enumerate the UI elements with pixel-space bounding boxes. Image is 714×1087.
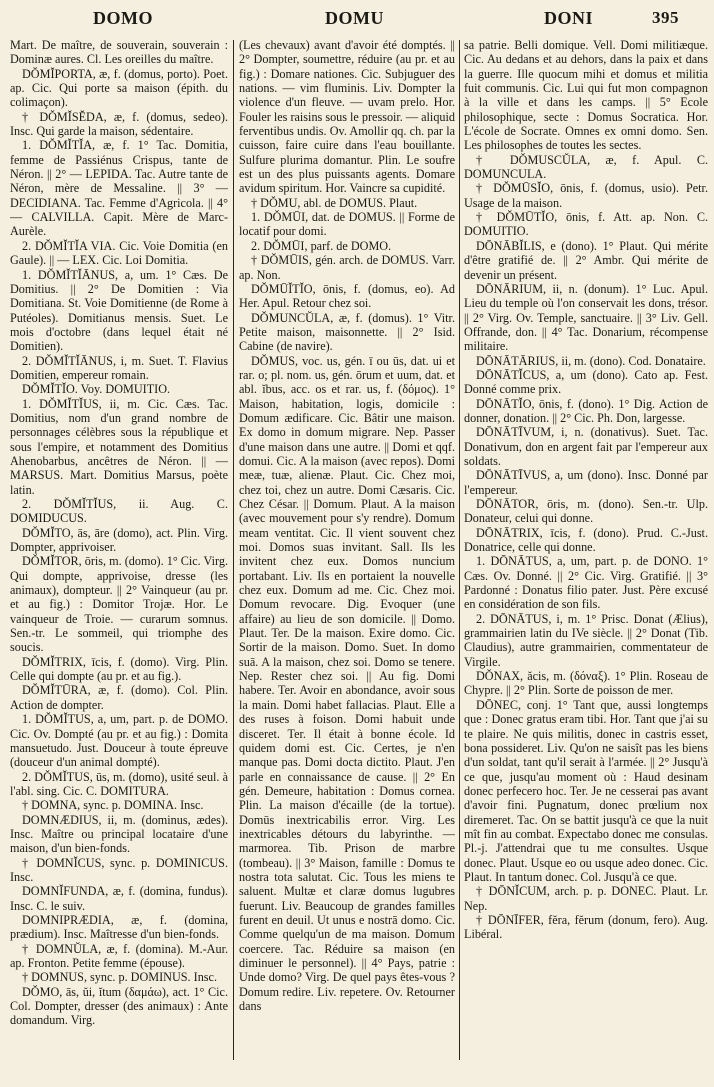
dictionary-entry: 2. DŎMĬTĬĀNUS, i, m. Suet. T. Flavius Domitien, empereur romain. xyxy=(10,353,228,382)
right-running-head: DONI xyxy=(544,8,594,28)
page-header xyxy=(0,0,714,34)
dictionary-entry: DŎMĬTOR, ōris, m. (domo). 1° Cic. Virg. Qui dompte, apprivoise, dresse (les animaux), dompteur. || 2° Vainqueur (au pr. et au fig.) : Domitor Trojæ. Hor. Le vainqueur de Troie. — curarum somnus. Sen.-tr. Le sommeil, qui triomphe des soucis. xyxy=(10,554,228,655)
dictionary-entry: DŌNĀTĪVUM, i, n. (donativus). Suet. Tac. Donativum, don en argent fait par l'empereur aux soldats. xyxy=(464,425,708,468)
dictionary-entry: † DŎMŪTĬO, ōnis, f. Att. ap. Non. C. DOMUITIO. xyxy=(464,210,708,239)
dictionary-entry: DŌNĀTĬO, ōnis, f. (dono). 1° Dig. Action de donner, donation. || 2° Cic. Ph. Don, largesse. xyxy=(464,396,708,425)
dictionary-entry: † DŎMU, abl. de DOMUS. Plaut. xyxy=(251,195,418,210)
dictionary-entry: † DŎMŪIS, gén. arch. de DOMUS. Varr. ap. Non. xyxy=(239,253,455,282)
dictionary-entry: 2. DŌNĀTUS, i, m. 1° Prisc. Donat (Ælius), grammairien latin du IVe siècle. || 2° Donat (Tib. Claudius), autre grammairien, commentateur de Virgile. xyxy=(464,611,708,669)
dictionary-entry: 1. DŎMŪI, dat. de DOMUS. || Forme de locatif pour domi. xyxy=(239,210,455,239)
dictionary-entry: † DŎMĬSĔDA, æ, f. (domus, sedeo). Insc. Qui garde la maison, sédentaire. xyxy=(10,109,228,139)
dictionary-entry: (Les chevaux) avant d'avoir été domptés. || 2° Dompter, soumettre, réduire (au pr. et au fig.) : Domare nationes. Cic. Subjuguer des nations. — vim fluminis. Liv. Dompter la violence d'un fleuve. — uvam prelo. Hor. Fouler les raisins sous le pressoir. — aliquid ferventibus undis. Ov. Amollir qq. ch. par la cuisson, faire cuire dans l'eau bouillante. Sulfure plurima domantur. Plin. Le soufre est un des plus puissants agents. Domare avidum spiritum. Hor. Vaincre sa cupidité. xyxy=(239,38,455,196)
dictionary-entry: DŌNĀRIUM, ii, n. (donum). 1° Luc. Apul. Lieu du temple où l'on conservait les dons, trésor. || 2° Virg. Ov. Temple, sanctuaire. || 3° Liv. Gell. Offrande, don. || 4° Tac. Donarium, récompense militaire. xyxy=(464,281,708,354)
dictionary-entry: DŌNĀBĬLIS, e (dono). 1° Plaut. Qui mérite d'être gratifié de. || 2° Ambr. Qui mérite de devenir un présent. xyxy=(464,238,708,282)
dictionary-entry: 2. DŎMĬTĬA VIA. Cic. Voie Domitia (en Gaule). || — LEX. Cic. Loi Domitia. xyxy=(10,238,228,268)
dictionary-entry: 1. DŎMĬTĬĀNUS, a, um. 1° Cæs. De Domitius. || 2° De Domitien : Via Domitiana. St. Voie Domitienne (de Rome à Putéoles). Domitianus mensis. Suet. Le mois d'octobre (dans lequel était né Domitien). xyxy=(10,267,228,354)
dictionary-column-1 xyxy=(10,38,228,1078)
column-divider xyxy=(233,40,234,1060)
dictionary-entry: DŎMĬTŪRA, æ, f. (domo). Col. Plin. Action de dompter. xyxy=(10,683,228,712)
dictionary-entry: DŌNĀTĬCUS, a, um (dono). Cato ap. Fest. Donné comme prix. xyxy=(464,367,708,397)
dictionary-entry: DOMNIPRÆDIA, æ, f. (domina, prædium). Insc. Maîtresse d'un bien-fonds. xyxy=(10,912,228,942)
dictionary-column-3 xyxy=(464,38,708,1078)
dictionary-entry: DŌNĀTĪVUS, a, um (dono). Insc. Donné par l'empereur. xyxy=(464,468,708,497)
dictionary-entry: † DŌNĪFER, fĕra, fĕrum (donum, fero). Aug. Libéral. xyxy=(464,912,708,942)
dictionary-entry: † DOMNA, sync. p. DOMINA. Insc. xyxy=(22,798,204,813)
dictionary-entry: 1. DŎMĬTĬA, æ, f. 1° Tac. Domitia, femme de Passiénus Crispus, tante de Néron. || 2° — LEPIDA. Tac. Autre tante de Néron, mère de Messaline. || 3° — DECIDIANA. Tac. Femme d'Agricola. || 4° — CALVILLA. Capit. Mère de Marc-Aurèle. xyxy=(10,138,228,239)
dictionary-entry: DŎMUNCŬLA, æ, f. (domus). 1° Vitr. Petite maison, maisonnette. || 2° Isid. Cabine (de navire). xyxy=(239,310,455,354)
page-number: 395 xyxy=(652,8,679,27)
dictionary-entry: 2. DŎMĬTUS, ūs, m. (domo), usité seul. à l'abl. sing. Cic. C. DOMITURA. xyxy=(10,769,228,798)
dictionary-entry: sa patrie. Belli domique. Vell. Domi militiæque. Cic. Au dedans et au dehors, dans la paix et dans la guerre. Ille quocum mihi et domus et militia fuit communis. Cic. Lui qui fut mon compagnon à la ville et dans les camps. || 5° Ecole philosophique, secte : Domus Socratica. Hor. L'école de Socrate. Omnes ex omni domo. Sen. Les philosophes de toutes les sectes. xyxy=(464,38,708,153)
column-divider xyxy=(459,40,460,1060)
dictionary-entry: DŎMŪĬTĬO, ōnis, f. (domus, eo). Ad Her. Apul. Retour chez soi. xyxy=(239,281,455,311)
dictionary-entry: DŎMĬTRIX, īcis, f. (domo). Virg. Plin. Celle qui dompte (au pr. et au fig.). xyxy=(10,654,228,684)
dictionary-entry: † DOMNŬLA, æ, f. (domina). M.-Aur. ap. Fronton. Petite femme (épouse). xyxy=(10,941,228,970)
dictionary-entry: DŌNĀTOR, ōris, m. (dono). Sen.-tr. Ulp. Donateur, celui qui donne. xyxy=(464,497,708,526)
dictionary-entry: DOMNĬFUNDA, æ, f. (domina, fundus). Insc. C. le suiv. xyxy=(10,884,228,913)
dictionary-entry: 2. DŎMŪI, parf. de DOMO. xyxy=(251,238,392,253)
dictionary-column-2 xyxy=(239,38,455,1078)
left-running-head: DOMO xyxy=(93,8,153,28)
dictionary-entry: 1. DŎMĬTUS, a, um, part. p. de DOMO. Cic. Ov. Dompté (au pr. et au fig.) : Domita mansuetudo. Just. Douceur à toute épreuve (douceur d'un animal dompté). xyxy=(10,712,228,770)
dictionary-entry: 2. DŎMĬTĬUS, ii. Aug. C. DOMIDUCUS. xyxy=(10,497,228,526)
dictionary-entry: DŎMUS, voc. us, gén. ī ou ūs, dat. ui et rar. o; pl. nom. us, gén. ōrum et uum, dat. et abl. ĭbus, acc. os et rar. us, f. (δόμος). 1° Maison, habitation, logis, domicile : Domum ædificare. Cic. Bâtir une maison. Ex domo in domum migrare. Nep. Passer d'une maison dans une autre. || Domi et qqf. domui. Cic. A la maison (avec repos). Domi meæ, tuæ, alienæ. Plaut. Cic. Chez moi, chez toi, chez un autre. Domi Cæsaris. Cic. Chez César. || Domum. Plaut. A la maison (avec mouvement pour s'y rendre). Domum meam ventitat. Cic. Il vient souvent chez moi. Domos suas invitant. Sall. Ils les invitent chez eux. Domos nuncium portabant. Liv. Ils en portaient la nouvelle chez eux. Domum ad me. Cic. Chez moi. Domum revocare. Dig. Evoquer (une affaire) au lieu de son domicile. || Domo. Plaut. Ter. De la maison. Exire domo. Cic. Sortir de la maison. Domo. Suet. In domo suā. A la maison, chez soi. Domo se tenere. Nep. Rester chez soi. || Au fig. Domi habere. Ter. Avoir en abondance, avoir sous la main. Domi habet fallacias. Plaut. Elle a des ruses à foison. Domi habuit unde disceret. Ter. Il était à bonne école. Id quidem domi est. Cic. Certes, je n'en manque pas. Domi docta dictito. Plaut. J'en parle en connaissance de cause. || 2° En gén. Demeure, habitation : Domus cornea. Plin. La maison d'écaille (de la tortue). Domūs inextricabilis error. Virg. Les inextricables détours du labyrinthe. — marmorea. Tib. Prison de marbre (tombeau). || 3° Maison, famille : Domus te nostra tota salutat. Cic. Tous les miens te saluent. Multæ et claræ domus lugubres fuerunt. Liv. Beaucoup de grandes familles furent en deuil. Ut unus e nostrā domo. Cic. Comme quelqu'un de ma maison. Domum coercere. Tac. Réduire sa maison (en diminuer le personnel). || 4° Pays, patrie : Unde domo? Virg. De quel pays êtes-vous ? Domum redire. Liv. repetere. Ov. Retourner dans xyxy=(239,353,455,1014)
dictionary-entry: DŎNAX, ăcis, m. (δόναξ). 1° Plin. Roseau de Chypre. || 2° Plin. Sorte de poisson de mer. xyxy=(464,669,708,698)
dictionary-entry: † DOMNĬCUS, sync. p. DOMINICUS. Insc. xyxy=(10,855,228,884)
dictionary-entry: DŎMO, ās, ŭi, ĭtum (δαμάω), act. 1° Cic. Col. Dompter, dresser (des animaux) : Ante domandum. Virg. xyxy=(10,984,228,1028)
dictionary-entry: DŎMĬPORTA, æ, f. (domus, porto). Poet. ap. Cic. Qui porte sa maison (épith. du colimaçon). xyxy=(10,66,228,110)
dictionary-entry: † DŎMUSCŬLA, æ, f. Apul. C. DOMUNCULA. xyxy=(464,152,708,182)
dictionary-entry: 1. DŎMĬTĬUS, ii, m. Cic. Cæs. Tac. Domitius, nom d'un grand nombre de personnages célèbres sous la république et sous l'empire, et notamment des Domitius Ahenobarbus, ancêtres de Néron. || — MARSUS. Mart. Domitius Marsus, poète latin. xyxy=(10,396,228,497)
dictionary-entry: DŌNĀTRIX, īcis, f. (dono). Prud. C.-Just. Donatrice, celle qui donne. xyxy=(464,525,708,555)
dictionary-entry: DŌNĀTĀRIUS, ii, m. (dono). Cod. Donataire. xyxy=(476,353,706,368)
dictionary-entry: Mart. De maître, de souverain, souverain : Dominæ aures. Cl. Les oreilles du maître. xyxy=(10,38,228,67)
dictionary-entry: DŌNEC, conj. 1° Tant que, aussi longtemps que : Donec gratus eram tibi. Hor. Tant que j'ai su te plaire. Ne quis militis, donec in castris esset, bona possideret. Liv. Qu'on ne saisît pas les biens d'un soldat, tant qu'il serait à l'armée. || 2° Jusqu'à ce que, jusqu'au moment où : Haud desinam donec perfecero hoc. Ter. Je ne cesserai pas avant d'avoir fini. Pugnatum, donec prœlium nox diremeret. Tac. On se battit jusqu'à ce que la nuit mît fin au combat. Expectabo donec me consulas. Pl.-j. J'attendrai que tu me consultes. Usque donec. Plaut. Usque eo ou usque adeo donec. Cic. Plaut. In tantum donec. Col. Jusqu'à ce que. xyxy=(464,697,708,884)
dictionary-entry: † DOMNUS, sync. p. DOMINUS. Insc. xyxy=(22,970,217,985)
center-running-head: DOMU xyxy=(325,8,384,28)
dictionary-entry: DŎMĬTĬO. Voy. DOMUITIO. xyxy=(22,382,171,397)
dictionary-entry: † DŌNĬCUM, arch. p. p. DONEC. Plaut. Lr. Nep. xyxy=(464,884,708,913)
dictionary-entry: DŎMĬTO, ās, āre (domo), act. Plin. Virg. Dompter, apprivoiser. xyxy=(10,525,228,555)
dictionary-entry: DOMNÆDIUS, ii, m. (dominus, ædes). Insc. Maître ou principal locataire d'une maison, d'un bien-fonds. xyxy=(10,812,228,856)
dictionary-entry: 1. DŌNĀTUS, a, um, part. p. de DONO. 1° Cæs. Ov. Donné. || 2° Cic. Virg. Gratifié. || 3° Pardonné : Donatus filio pater. Just. Père excusé en considération de son fils. xyxy=(464,554,708,612)
dictionary-entry: † DŎMŪSĬO, ōnis, f. (domus, usio). Petr. Usage de la maison. xyxy=(464,181,708,210)
